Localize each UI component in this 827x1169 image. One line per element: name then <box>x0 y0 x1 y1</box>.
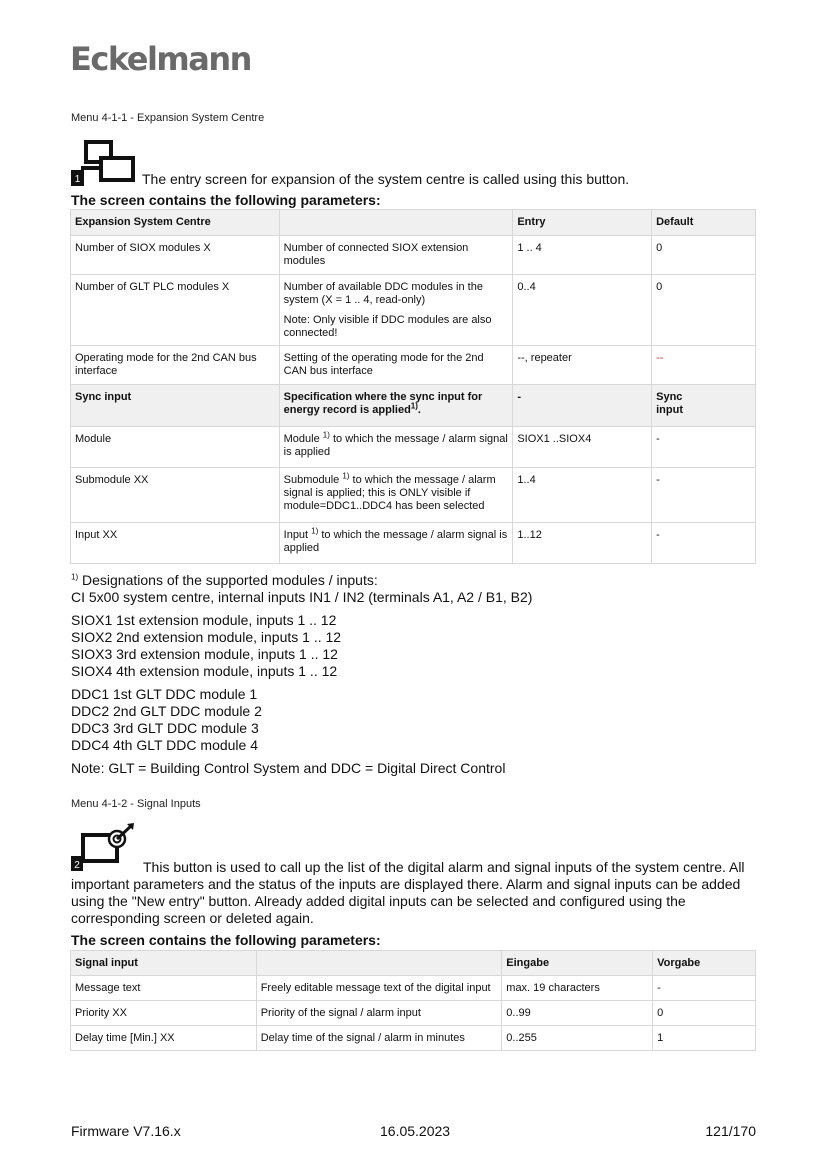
param-desc: Number of connected SIOX extension modules <box>279 236 513 275</box>
param-default: - <box>652 523 756 564</box>
param-entry: SIOX1 ..SIOX4 <box>513 427 652 468</box>
module-designations-notes <box>71 572 532 777</box>
menu-title-4-1-1: Menu 4-1-1 - Expansion System Centre <box>71 112 265 124</box>
ddc-list <box>71 686 532 754</box>
table-row <box>71 1026 756 1051</box>
param-entry: 1..12 <box>513 523 652 564</box>
list-item: SIOX1 1st extension module, inputs 1 .. 12 <box>71 612 337 628</box>
param-name: Submodule XX <box>71 468 280 523</box>
param-entry: --, repeater <box>513 346 652 385</box>
icon-number: 2 <box>74 860 80 871</box>
param-name: Delay time [Min.] XX <box>71 1026 257 1051</box>
table-row <box>71 427 756 468</box>
section-heading: The screen contains the following parameters: <box>71 192 381 208</box>
header-cell: Eingabe <box>502 951 653 976</box>
param-default: - <box>652 427 756 468</box>
param-default: -- <box>652 346 756 385</box>
param-name: Number of GLT PLC modules X <box>71 275 280 346</box>
param-desc: Setting of the operating mode for the 2nd CAN bus interface <box>279 346 513 385</box>
expansion-screen-icon <box>71 140 137 191</box>
param-name: Module <box>71 427 280 468</box>
param-entry: 0..255 <box>502 1026 653 1051</box>
param-default: 0 <box>652 275 756 346</box>
header-cell: Specification where the sync input for energy record is applied$^{1)}$. <box>279 385 513 427</box>
table-row <box>71 523 756 564</box>
footer-page-number: 121/170 <box>705 1123 756 1139</box>
menu-title-4-1-2: Menu 4-1-2 - Signal Inputs <box>71 798 201 810</box>
header-cell <box>256 951 502 976</box>
header-cell: Vorgabe <box>653 951 756 976</box>
table-row <box>71 236 756 275</box>
param-desc: Submodule $^{1)}$ to which the message / alarm signal is applied; this is ONLY visible if module=DDC1..DDC4 has been selected <box>279 468 513 523</box>
table-header-row <box>71 951 756 976</box>
notes-footnote: Note: GLT = Building Control System and DDC = Digital Direct Control <box>71 760 506 776</box>
footer-firmware: Firmware V7.16.x <box>71 1123 181 1139</box>
param-desc-cell <box>279 275 513 346</box>
list-item: SIOX3 3rd extension module, inputs 1 .. 12 <box>71 646 338 662</box>
param-name: Message text <box>71 976 257 1001</box>
footer-date: 16.05.2023 <box>380 1123 451 1139</box>
header-cell: Default <box>652 210 756 236</box>
table-row <box>71 275 756 346</box>
list-item: SIOX4 4th extension module, inputs 1 .. 12 <box>71 663 338 679</box>
table-row <box>71 976 756 1001</box>
param-name: Number of SIOX modules X <box>71 236 280 275</box>
list-item: DDC4 4th GLT DDC module 4 <box>71 737 258 753</box>
header-cell: Entry <box>513 210 652 236</box>
header-cell: Sync input <box>71 385 280 427</box>
param-desc: Input $^{1)}$ to which the message / alarm signal is applied <box>279 523 513 564</box>
param-desc: Freely editable message text of the digital input <box>256 976 502 1001</box>
table-row <box>71 346 756 385</box>
header-cell: - <box>513 385 652 427</box>
param-name: Operating mode for the 2nd CAN bus interface <box>71 346 280 385</box>
list-item: DDC1 1st GLT DDC module 1 <box>71 686 258 702</box>
intro-text: The entry screen for expansion of the system centre is called using this button. <box>142 171 630 187</box>
brand-logo: Eckelmann <box>70 40 251 78</box>
param-default: 1 <box>653 1026 756 1051</box>
param-entry: 1 .. 4 <box>513 236 652 275</box>
param-entry: 1..4 <box>513 468 652 523</box>
param-entry: max. 19 characters <box>502 976 653 1001</box>
header-cell: Signal input <box>71 951 257 976</box>
expansion-parameters-table <box>70 209 756 564</box>
list-item: DDC3 3rd GLT DDC module 3 <box>71 720 259 736</box>
table-row <box>71 1001 756 1026</box>
signal-inputs-table <box>70 950 756 1051</box>
icon-number: 1 <box>74 174 81 185</box>
param-desc: Delay time of the signal / alarm in minutes <box>256 1026 502 1051</box>
param-name: Priority XX <box>71 1001 257 1026</box>
sync-header-row <box>71 385 756 427</box>
param-default: 0 <box>652 236 756 275</box>
header-cell: Sync input <box>652 385 756 427</box>
list-item: SIOX2 2nd extension module, inputs 1 .. 12 <box>71 629 342 645</box>
section-heading: The screen contains the following parameters: <box>71 932 381 948</box>
intro-text: This button is used to call up the list of the digital alarm and signal inputs of the system centre. All important parameters and the status of the inputs are displayed there. Alarm and signal inputs can be added using the "New entry" button. Already added digital inputs can be selected and configured using the corresponding screen or deleted again. <box>71 859 745 926</box>
header-cell <box>279 210 513 236</box>
param-desc: Module $^{1)}$ to which the message / alarm signal is applied <box>279 427 513 468</box>
param-default: - <box>653 976 756 1001</box>
list-item: DDC2 2nd GLT DDC module 2 <box>71 703 262 719</box>
param-name: Input XX <box>71 523 280 564</box>
param-entry: 0..4 <box>513 275 652 346</box>
param-default: 0 <box>653 1001 756 1026</box>
table-header-row <box>71 210 756 236</box>
notes-title: $^{1)}$ Designations of the supported modules / inputs: <box>71 572 378 588</box>
param-entry: 0..99 <box>502 1001 653 1026</box>
notes-line: CI 5x00 system centre, internal inputs IN1 / IN2 (terminals A1, A2 / B1, B2) <box>71 589 533 605</box>
param-desc: Number of available DDC modules in the system (X = 1 .. 4, read-only) <box>283 281 483 306</box>
param-default: - <box>652 468 756 523</box>
table-row <box>71 468 756 523</box>
param-desc: Priority of the signal / alarm input <box>256 1001 502 1026</box>
header-cell: Expansion System Centre <box>71 210 280 236</box>
siox-list <box>71 612 532 680</box>
param-note: Note: Only visible if DDC modules are also connected! <box>283 314 492 339</box>
